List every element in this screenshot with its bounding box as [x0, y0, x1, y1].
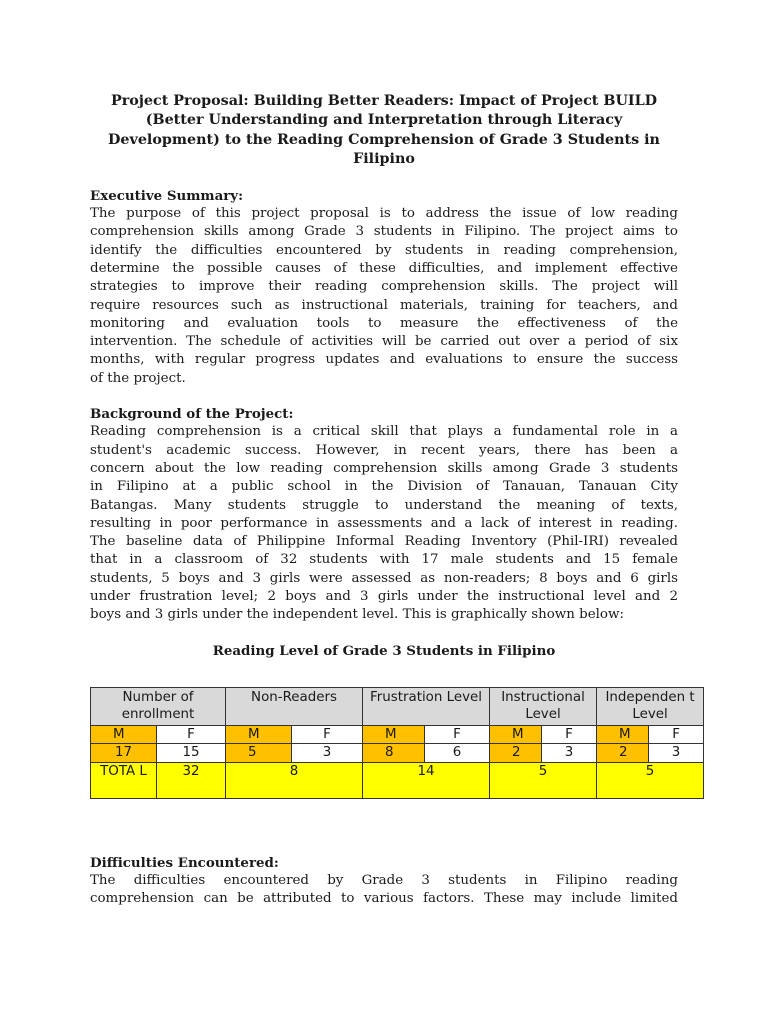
text-line: determine the possible causes of these difficulties, and implement effective: [90, 260, 678, 276]
reading-level-table: [90, 687, 704, 799]
text-line: boys and 3 girls under the independent level. This is graphically shown below:: [90, 607, 624, 623]
f-label: F: [157, 725, 226, 744]
text-line: resulting in poor performance in assessments and a lack of interest in reading.: [90, 515, 678, 531]
f-label: F: [292, 725, 363, 744]
text-line: comprehension skills among Grade 3 students in Filipino. The project aims to: [90, 224, 678, 240]
table-gender-row: [91, 725, 704, 744]
header-frustration: Frustration Level: [363, 687, 490, 725]
document-title: [90, 92, 678, 170]
total-label: TOTA L: [91, 762, 157, 798]
m-label: M: [597, 725, 649, 744]
table-title: Reading Level of Grade 3 Students in Filipino: [212, 642, 556, 659]
text-line: under frustration level; 2 boys and 3 girls under the instructional level and 2: [90, 589, 678, 605]
text-line: monitoring and evaluation tools to measure the effectiveness of the: [90, 315, 678, 331]
text-line: months, with regular progress updates and evaluations to ensure the success: [90, 352, 678, 368]
m-label: M: [91, 725, 157, 744]
non-readers-f: 3: [292, 744, 363, 763]
difficulties-heading: Difficulties Encountered:: [90, 854, 279, 871]
text-line: The baseline data of Philippine Informal Reading Inventory (Phil-IRI) revealed: [90, 534, 678, 550]
instructional-f: 3: [542, 744, 597, 763]
frustration-f: 6: [425, 744, 490, 763]
text-line: intervention. The schedule of activities will be carried out over a period of six: [90, 334, 678, 350]
non-readers-m: 5: [226, 744, 292, 763]
m-label: M: [490, 725, 542, 744]
independent-m: 2: [597, 744, 649, 763]
difficulties-text: [90, 872, 678, 909]
title-line: Filipino: [353, 151, 415, 168]
text-line: Batangas. Many students struggle to understand the meaning of texts,: [90, 497, 678, 513]
title-line: Project Proposal: Building Better Readers: Impact of Project BUILD: [110, 93, 658, 109]
m-label: M: [226, 725, 292, 744]
title-line: Development) to the Reading Comprehension of Grade 3 Students in: [108, 131, 660, 148]
total-enrollment: 32: [157, 762, 226, 798]
text-line: strategies to improve their reading comprehension skills. The project will: [90, 279, 678, 295]
background-heading: Background of the Project:: [90, 406, 294, 422]
f-label: F: [542, 725, 597, 744]
header-independent: Independen t Level: [597, 687, 704, 725]
background-text: [90, 423, 678, 624]
text-line: concern about the low reading comprehension skills among Grade 3 students: [90, 461, 678, 476]
text-line: Reading comprehension is a critical skill that plays a fundamental role in a: [90, 424, 678, 440]
text-line: The difficulties encountered by Grade 3 students in Filipino reading: [90, 873, 678, 889]
total-independent: 5: [597, 762, 704, 798]
independent-f: 3: [649, 744, 704, 763]
text-line: require resources such as instructional materials, training for teachers, and: [90, 297, 678, 313]
document-page: [90, 92, 695, 909]
text-line: student's academic success. However, in recent years, there has been a: [90, 442, 678, 458]
text-line: students, 5 boys and 3 girls were assessed as non-readers; 8 boys and 6 girls: [90, 570, 678, 586]
executive-summary-text: [90, 205, 678, 388]
frustration-m: 8: [363, 744, 425, 763]
text-line: identify the difficulties encountered by students in reading comprehension,: [90, 242, 678, 258]
text-line: The purpose of this project proposal is to address the issue of low reading: [90, 206, 678, 222]
text-line: in Filipino at a public school in the Division of Tanauan, Tanauan City: [90, 479, 678, 495]
instructional-m: 2: [490, 744, 542, 763]
header-enrollment: Number of enrollment: [91, 687, 226, 725]
table-header-row: [91, 687, 704, 725]
header-non-readers: Non-Readers: [226, 687, 363, 725]
text-line: that in a classroom of 32 students with 17 male students and 15 female: [90, 552, 678, 568]
text-line: of the project.: [90, 370, 186, 386]
enrollment-f: 15: [157, 744, 226, 763]
total-instructional: 5: [490, 762, 597, 798]
title-line: (Better Understanding and Interpretation through Literacy: [145, 112, 623, 129]
f-label: F: [425, 725, 490, 744]
table-total-row: [91, 762, 704, 798]
header-instructional: Instructional Level: [490, 687, 597, 725]
total-non-readers: 8: [226, 762, 363, 798]
f-label: F: [649, 725, 704, 744]
table-count-row: [91, 744, 704, 763]
executive-summary-heading: Executive Summary:: [90, 187, 244, 204]
m-label: M: [363, 725, 425, 744]
total-frustration: 14: [363, 762, 490, 798]
enrollment-m: 17: [91, 744, 157, 763]
text-line: comprehension can be attributed to various factors. These may include limited: [90, 891, 678, 907]
